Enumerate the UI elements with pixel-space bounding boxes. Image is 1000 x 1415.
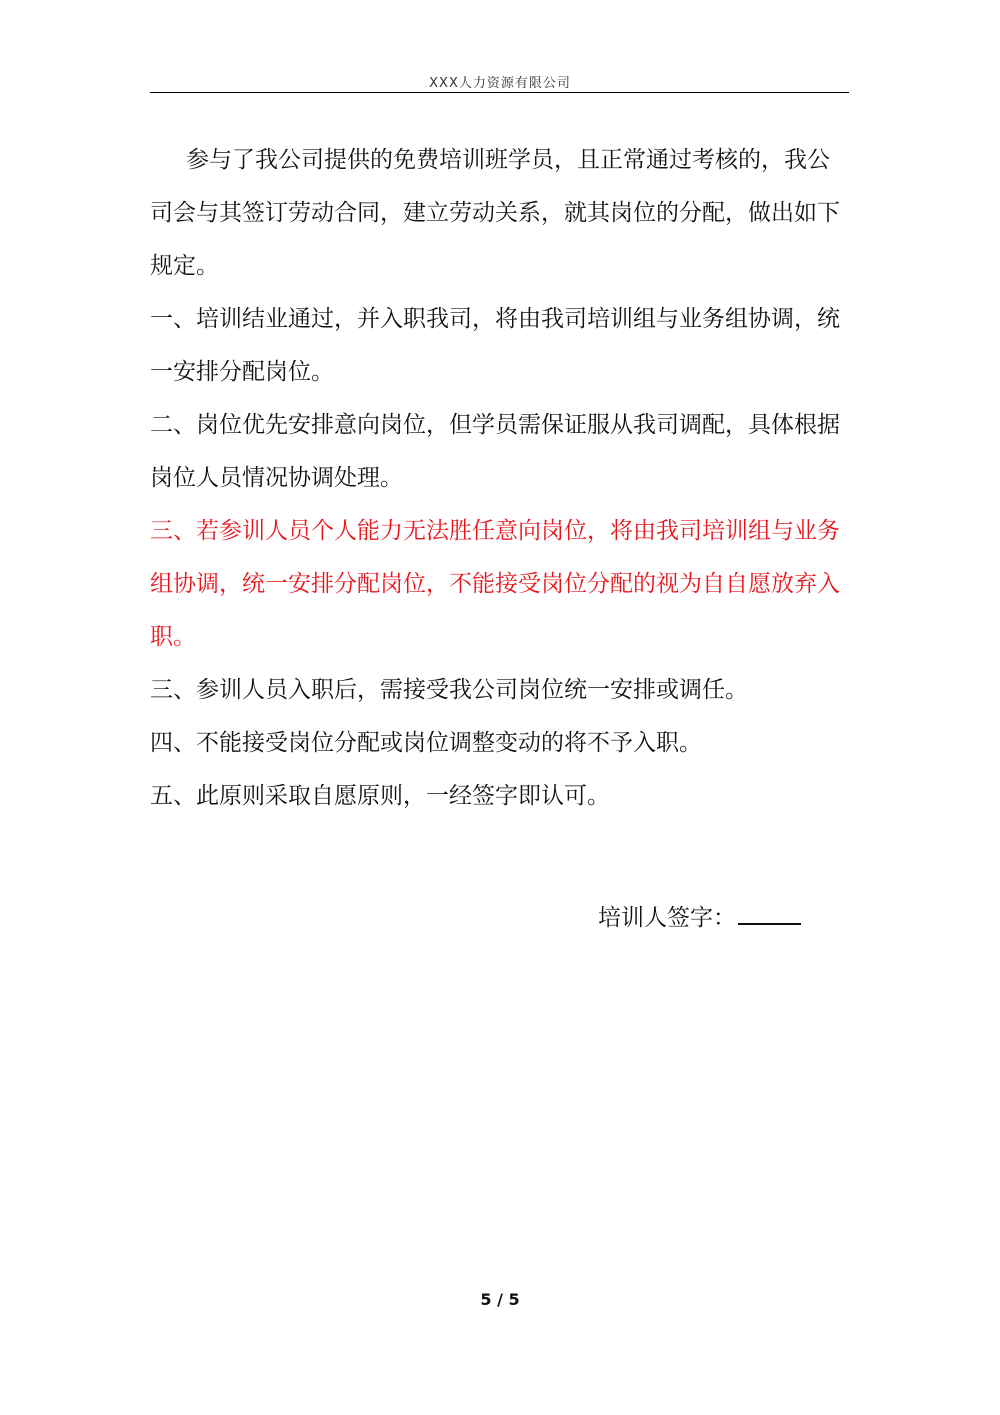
- company-name: XXX人力资源有限公司: [429, 76, 571, 91]
- rule-item-2: 二、岗位优先安排意向岗位，但学员需保证服从我司调配，具体根据岗位人员情况协调处理。: [150, 412, 840, 491]
- signature-label: 培训人签字：: [598, 905, 736, 931]
- signature-block: [598, 898, 801, 938]
- rule-item-5: 五、此原则采取自愿原则，一经签字即认可。: [150, 783, 610, 809]
- header-divider: [150, 92, 849, 93]
- rule-item-1: 一、培训结业通过，并入职我司，将由我司培训组与业务组协调，统一安排分配岗位。: [150, 306, 840, 385]
- rule-item-4: 四、不能接受岗位分配或岗位调整变动的将不予入职。: [150, 730, 702, 756]
- rule-item-3: 三、参训人员入职后，需接受我公司岗位统一安排或调任。: [150, 677, 748, 703]
- page-number: 5 / 5: [480, 1290, 520, 1309]
- rule-item-3-highlighted: 三、若参训人员个人能力无法胜任意向岗位，将由我司培训组与业务组协调，统一安排分配岗位，不能接受岗位分配的视为自自愿放弃入职。: [150, 518, 840, 650]
- intro-paragraph: 参与了我公司提供的免费培训班学员，且正常通过考核的，我公司会与其签订劳动合同，建立劳动关系，就其岗位的分配，做出如下规定。: [150, 147, 840, 279]
- signature-line: [738, 923, 801, 925]
- document-body: [150, 134, 850, 823]
